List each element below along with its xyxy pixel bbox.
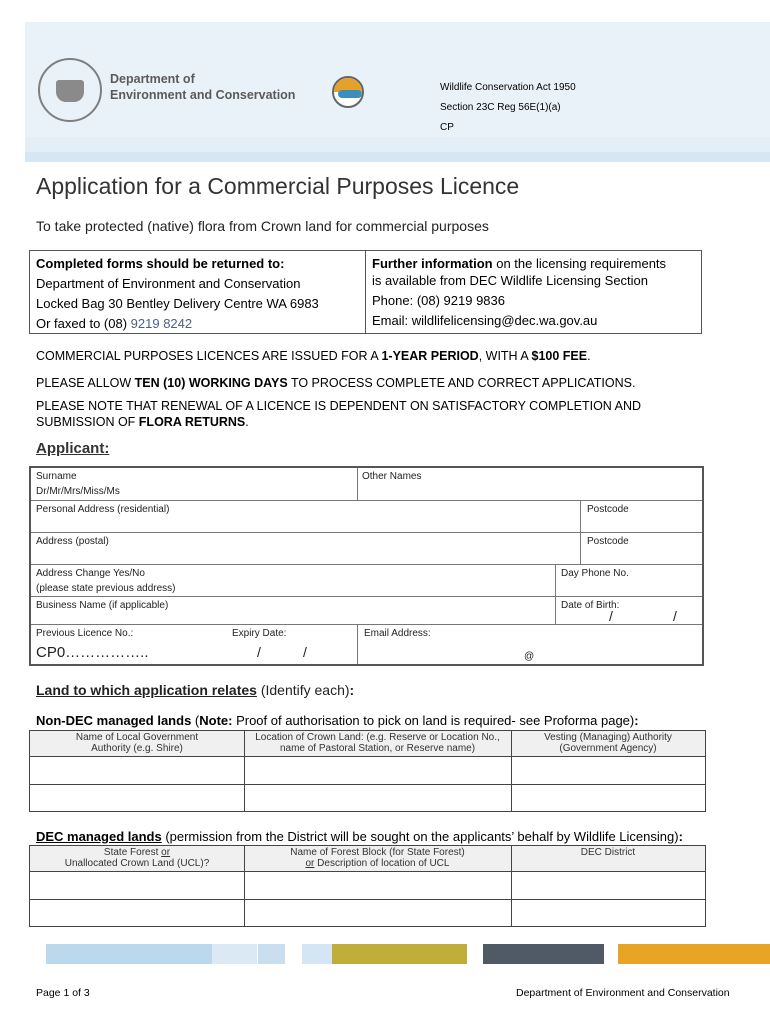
department-name-line1: Department of xyxy=(110,72,195,86)
col-header-local-gov xyxy=(30,732,244,754)
row-divider xyxy=(31,564,702,565)
land-heading xyxy=(36,682,354,698)
n3c: . xyxy=(245,415,249,429)
footer-bar-pale-blue2 xyxy=(302,944,332,964)
row-divider xyxy=(30,899,705,900)
act-reference: Wildlife Conservation Act 1950 xyxy=(440,82,576,93)
page-subtitle: To take protected (native) flora from Crown land for commercial purposes xyxy=(36,218,489,234)
notice-renewal-line2 xyxy=(36,415,249,429)
n1e: . xyxy=(587,349,591,363)
dec-logo-icon xyxy=(332,76,364,108)
nd-c: Note: xyxy=(199,713,233,728)
notice-licence-period xyxy=(36,349,591,363)
d2l2b: Description of location of UCL xyxy=(314,858,450,869)
land-heading-bold: Land to which application relates xyxy=(36,682,257,698)
other-names-label: Other Names xyxy=(362,471,422,482)
footer-bar-olive xyxy=(332,944,467,964)
notice-processing-days xyxy=(36,376,635,390)
notice-renewal-line1: PLEASE NOTE THAT RENEWAL OF A LICENCE IS DEPENDENT ON SATISFACTORY COMPLETION AND xyxy=(36,399,642,413)
row-divider xyxy=(31,596,702,597)
further-info-heading xyxy=(372,256,666,271)
col-header-crown-land xyxy=(244,732,511,754)
personal-address-label: Personal Address (residential) xyxy=(36,504,170,515)
n2a: PLEASE ALLOW xyxy=(36,376,135,390)
col-divider xyxy=(580,500,581,564)
email-address-label: Email Address: xyxy=(364,628,431,639)
postal-address-label: Address (postal) xyxy=(36,536,109,547)
address-change-note: (please state previous address) xyxy=(36,583,176,594)
nd-b: ( xyxy=(191,713,200,728)
email-at-sign: @ xyxy=(524,651,535,662)
expiry-slash: / xyxy=(303,644,307,660)
postcode-label: Postcode xyxy=(587,504,629,515)
footer-department: Department of Environment and Conservation xyxy=(516,987,730,999)
previous-licence-label: Previous Licence No.: xyxy=(36,628,134,639)
page-title: Application for a Commercial Purposes Licence xyxy=(36,173,520,199)
postcode-label: Postcode xyxy=(587,536,629,547)
day-phone-label: Day Phone No. xyxy=(561,568,629,579)
row-divider xyxy=(30,756,705,757)
nd-a: Non-DEC managed lands xyxy=(36,713,192,728)
dec-table xyxy=(29,845,706,927)
col-divider xyxy=(555,564,556,624)
n1b: 1-YEAR PERIOD xyxy=(381,349,479,363)
row-divider xyxy=(30,871,705,872)
c3l2: (Government Agency) xyxy=(559,743,657,754)
further-info-line2: is available from DEC Wildlife Licensing Section xyxy=(372,273,649,288)
dob-slash: / xyxy=(673,608,677,624)
row-divider xyxy=(30,784,705,785)
surname-label: Surname xyxy=(36,471,77,482)
d1l1 xyxy=(30,847,244,858)
applicant-table xyxy=(29,466,704,666)
form-code: CP xyxy=(440,122,454,133)
footer-bar-mid-blue xyxy=(258,944,285,964)
dob-label: Date of Birth: xyxy=(561,600,620,611)
n1c: , WITH A xyxy=(478,349,532,363)
further-info-rest: on the licensing requirements xyxy=(492,256,667,271)
d1l2: Unallocated Crown Land (UCL)? xyxy=(64,858,210,869)
expiry-slash: / xyxy=(257,644,261,660)
footer-bar-pale-blue xyxy=(212,944,257,964)
col-header-dec-district xyxy=(511,847,705,858)
n2b: TEN (10) WORKING DAYS xyxy=(134,376,288,390)
dob-slash: / xyxy=(609,608,613,624)
return-line2: Locked Bag 30 Bentley Delivery Centre WA 6983 xyxy=(36,296,319,311)
footer-bar-light-blue xyxy=(46,944,212,964)
fax-prefix: Or faxed to (08) xyxy=(36,316,131,331)
c1l2: Authority (e.g. Shire) xyxy=(91,743,183,754)
col-header-vesting xyxy=(511,732,705,754)
dec-b: (permission from the District will be sought on the applicants’ behalf by Wildlife Licensing) xyxy=(161,829,679,844)
col-divider xyxy=(357,468,358,500)
further-info-bold: Further information xyxy=(372,256,493,271)
c2l2: name of Pastoral Station, or Reserve name) xyxy=(279,743,476,754)
n1d: $100 FEE xyxy=(531,349,588,363)
non-dec-table xyxy=(29,730,706,812)
n1a: COMMERCIAL PURPOSES LICENCES ARE ISSUED FOR A xyxy=(36,349,382,363)
dec-a: DEC managed lands xyxy=(36,829,162,844)
nd-e: : xyxy=(634,713,639,728)
nd-d: Proof of authorisation to pick on land is required- see Proforma page) xyxy=(232,713,635,728)
footer-bar-slate xyxy=(483,944,604,964)
d1l1a: State Forest xyxy=(103,847,162,858)
non-dec-heading xyxy=(36,713,639,728)
fax-number: 9219 8242 xyxy=(130,316,193,331)
return-fax xyxy=(36,316,192,331)
d1l1b: or xyxy=(161,847,171,858)
d2l2a: or xyxy=(305,858,315,869)
col-divider xyxy=(511,846,512,926)
business-name-label: Business Name (if applicable) xyxy=(36,600,169,611)
address-change-label: Address Change Yes/No xyxy=(36,568,145,579)
c2l1: Location of Crown Land: (e.g. Reserve or Location No., xyxy=(255,732,500,743)
return-line1: Department of Environment and Conservation xyxy=(36,276,301,291)
footer-bar-orange xyxy=(618,944,770,964)
section-reference: Section 23C Reg 56E(1)(a) xyxy=(440,102,561,113)
page-number: Page 1 of 3 xyxy=(36,987,90,999)
n2c: TO PROCESS COMPLETE AND CORRECT APPLICATIONS. xyxy=(287,376,636,390)
land-colon: : xyxy=(349,682,355,698)
d3l1: DEC District xyxy=(580,847,636,858)
row-divider xyxy=(31,500,702,501)
cp-prefix: CP0…………….. xyxy=(36,644,149,661)
n3a: SUBMISSION OF xyxy=(36,415,139,429)
n3b: FLORA RETURNS xyxy=(138,415,246,429)
further-info-email: Email: wildlifelicensing@dec.wa.gov.au xyxy=(372,313,598,328)
dec-c: : xyxy=(678,829,683,844)
c3l1: Vesting (Managing) Authority xyxy=(544,732,672,743)
d2l2 xyxy=(244,858,511,869)
d2l1: Name of Forest Block (for State Forest) xyxy=(290,847,465,858)
expiry-date-label: Expiry Date: xyxy=(232,628,287,639)
further-info-phone: Phone: (08) 9219 9836 xyxy=(372,293,505,308)
return-heading: Completed forms should be returned to: xyxy=(36,256,285,271)
department-name-line2: Environment and Conservation xyxy=(110,88,296,102)
col-divider xyxy=(357,624,358,664)
info-box-divider xyxy=(365,250,366,334)
dec-heading xyxy=(36,829,683,844)
applicant-heading: Applicant: xyxy=(36,440,110,457)
title-options-label: Dr/Mr/Mrs/Miss/Ms xyxy=(36,486,120,497)
c1l1: Name of Local Government xyxy=(75,732,199,743)
land-heading-rest: (Identify each) xyxy=(256,682,350,698)
col-header-forest-block xyxy=(244,847,511,869)
row-divider xyxy=(31,624,702,625)
crest-shield-icon xyxy=(56,80,84,102)
row-divider xyxy=(31,532,702,533)
col-header-state-forest xyxy=(30,847,244,869)
